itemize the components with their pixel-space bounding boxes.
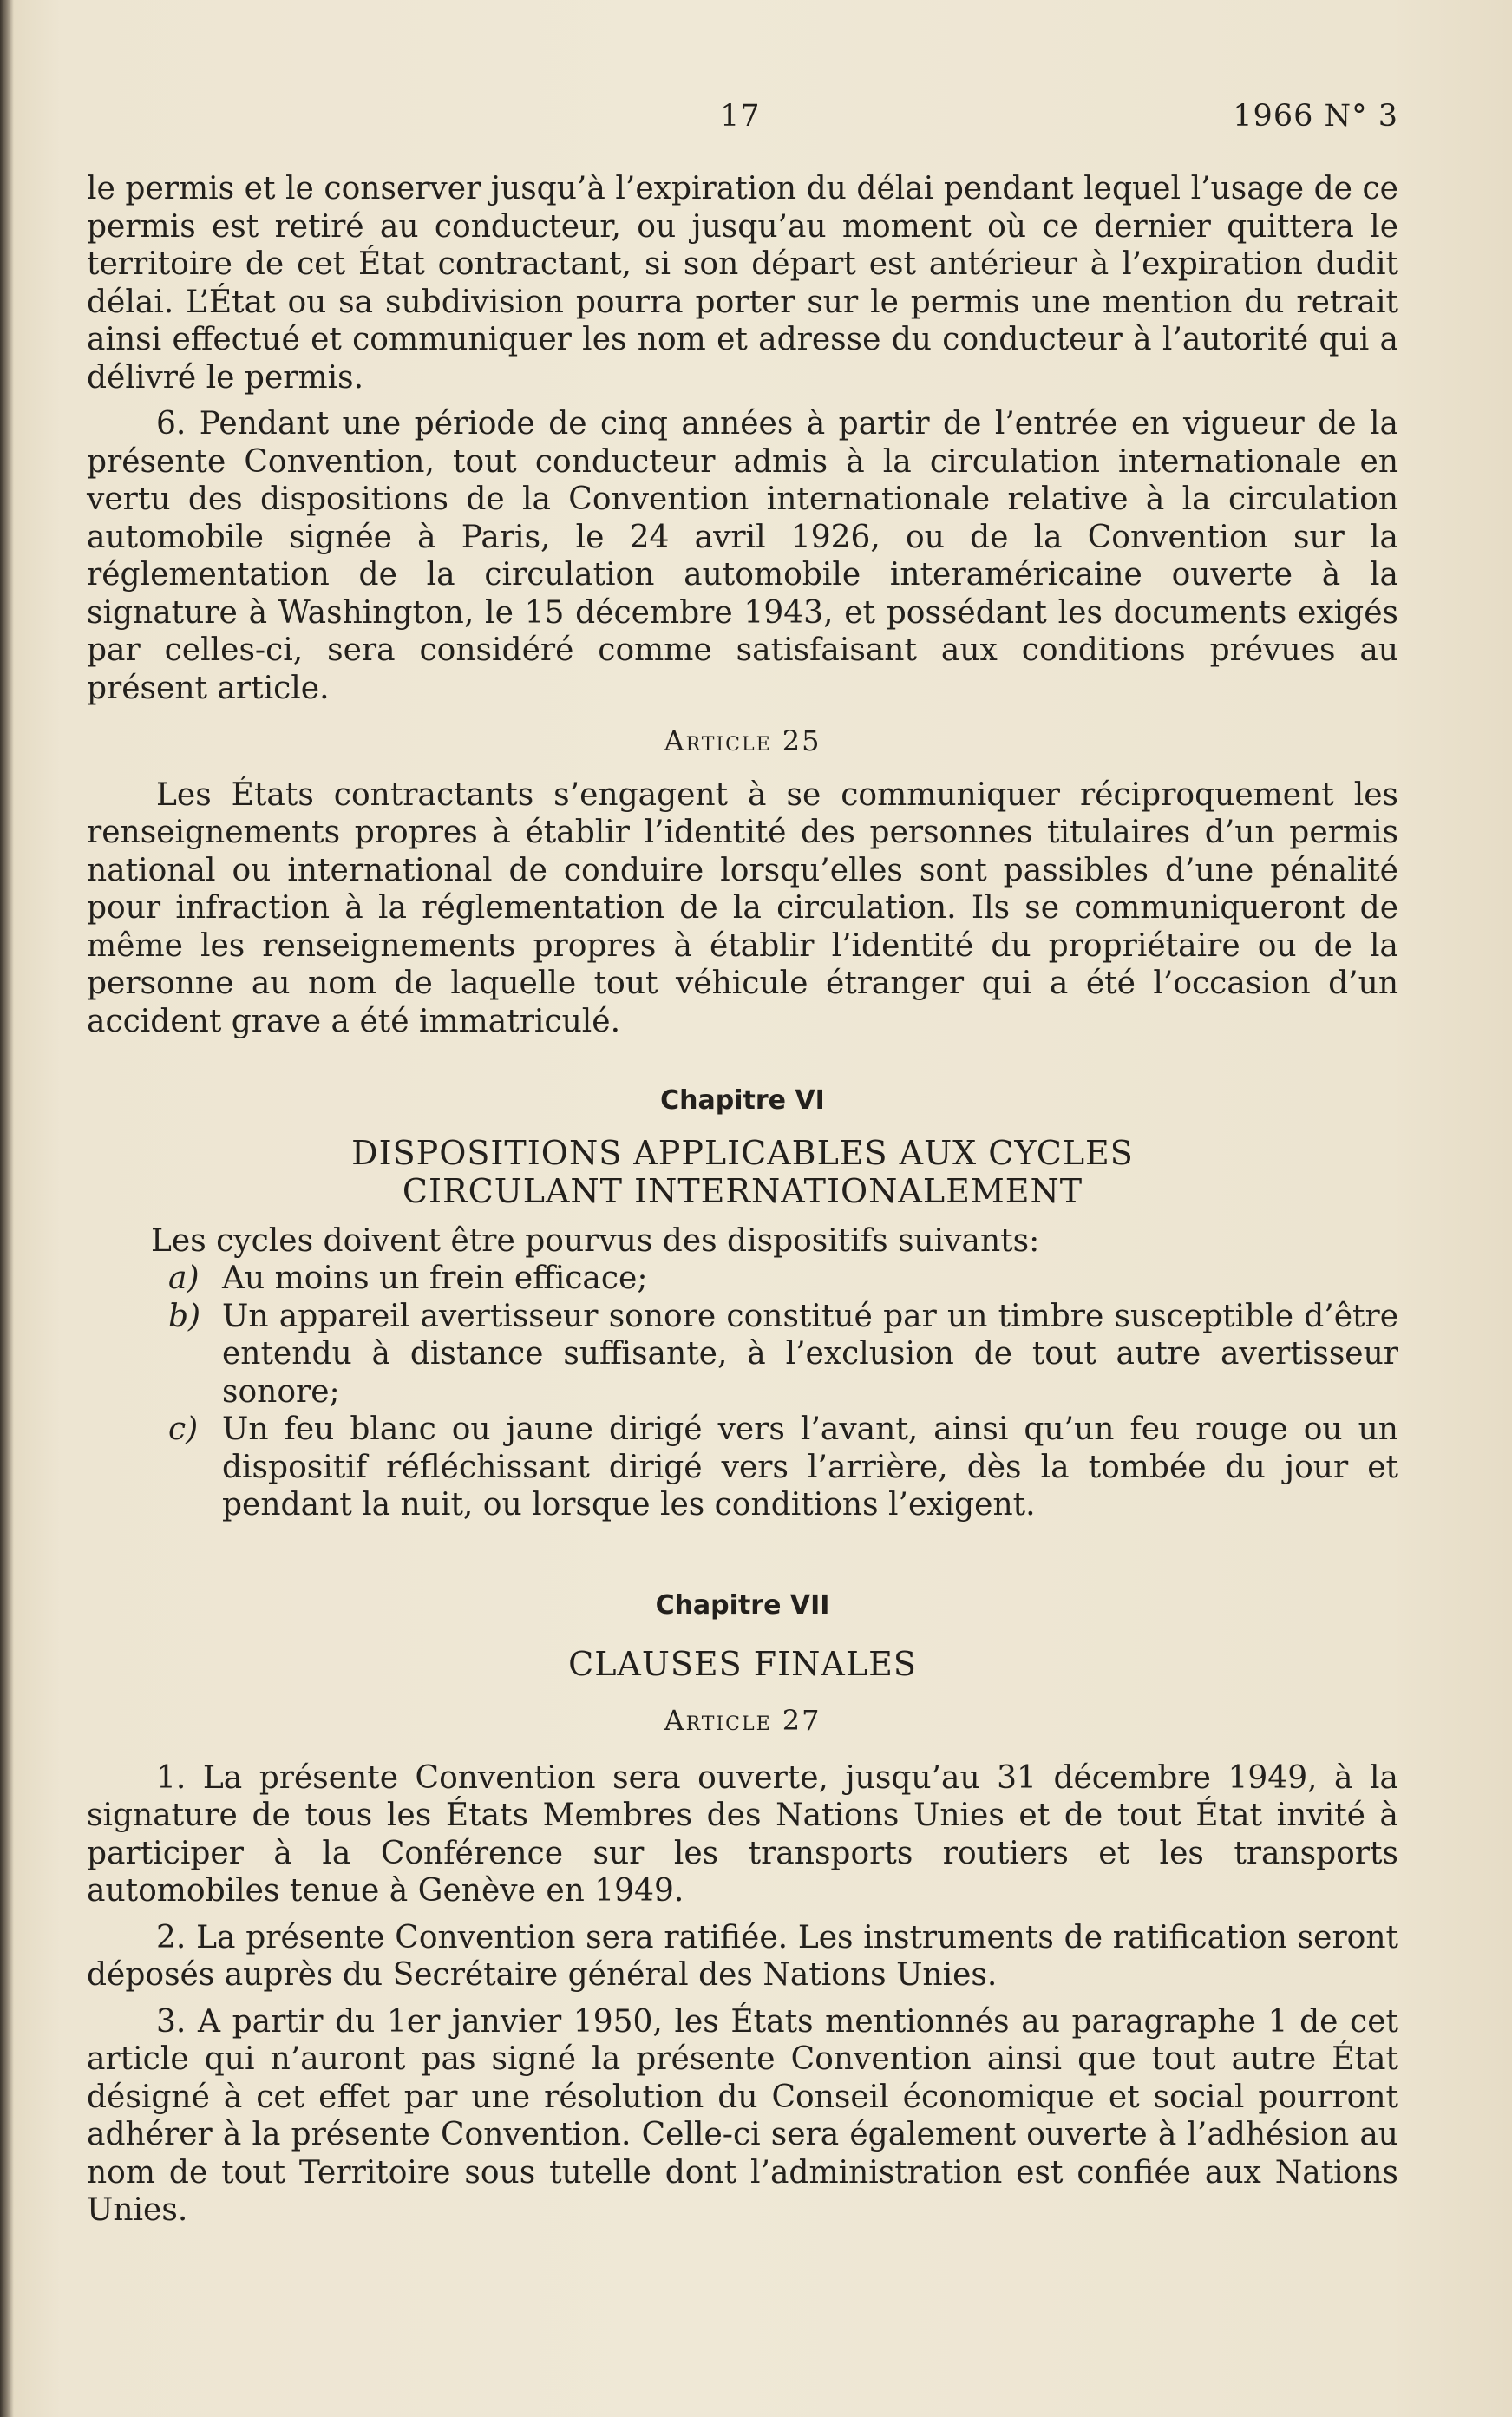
paragraph-6: 6. Pendant une période de cinq années à partir de l’entrée en vigueur de la présente Convention, tout conducteur admis à la circulation internationale en vertu des dispositions de la Convention internationale relative à la circulation automobile signée à Paris, le 24 avril 1926, ou de la Convention sur la réglementation de la circulation automobile interaméricaine ouverte à la signature à Washington, le 15 décembre 1943, et possédant les documents exigés par celles-ci, sera considéré comme satisfaisant aux conditions prévues au présent article. xyxy=(87,406,1398,706)
list-item xyxy=(87,1298,1398,1412)
chapter-7-label: Chapitre VII xyxy=(655,1589,830,1621)
article-25-text: Les États contractants s’engagent à se communiquer réciproquement les renseignements propres à établir l’identité des personnes titulaires d’un permis national ou international de conduire lorsqu’elles sont passibles d’une pénalité pour infraction à la réglementation de la circulation. Ils se communiqueront de même les renseignements propres à établir l’identité du propriétaire ou de la personne au nom de laquelle tout véhicule étranger qui a été l’occasion d’un accident grave a été immatriculé. xyxy=(87,776,1398,1039)
page-header xyxy=(0,92,1512,144)
chapter-6-title-line-1: DISPOSITIONS APPLICABLES AUX CYCLES xyxy=(351,1133,1134,1172)
chapter-6-intro: Les cycles doivent être pourvus des dispositifs suivants: xyxy=(151,1222,1040,1259)
list-item-text: Au moins un frein efficace; xyxy=(222,1261,648,1296)
article-27-paragraph-3: 3. A partir du 1er janvier 1950, les États mentionnés au paragraphe 1 de cet article qui n’auront pas signé la présente Convention ainsi que tout autre État désigné à cet effet par une résolution du Conseil économique et social pourront adhérer à la présente Convention. Celle-ci sera également ouverte à l’adhésion au nom de tout Territoire sous tutelle dont l’administration est confiée aux Nations Unies. xyxy=(87,2003,1398,2228)
book-spine-shadow xyxy=(0,0,14,2417)
article-27-paragraph-1: 1. La présente Convention sera ouverte, jusqu’au 31 décembre 1949, à la signature de tous les États Membres des Nations Unies et de tout État invité à participer à la Conférence sur les transports routiers et les transports automobiles tenue à Genève en 1949. xyxy=(87,1759,1398,1909)
chapter-6-title-line-2: CIRCULANT INTERNATIONALEMENT xyxy=(402,1171,1083,1210)
list-marker: c) xyxy=(168,1412,199,1447)
list-item xyxy=(87,1260,1398,1298)
list-item-text: Un feu blanc ou jaune dirigé vers l’avant, ainsi qu’un feu rouge ou un dispositif réfléchissant dirigé vers l’arrière, dès la tombée du jour et pendant la nuit, ou lorsque les conditions l’exigent. xyxy=(222,1412,1398,1523)
article-27-title: Article 27 xyxy=(664,1704,821,1737)
paragraph-continuation: le permis et le conserver jusqu’à l’expiration du délai pendant lequel l’usage de ce permis est retiré au conducteur, ou jusqu’au moment où ce dernier quittera le territoire de cet État contractant, si son départ est antérieur à l’expiration dudit délai. L’État ou sa subdivision pourra porter sur le permis une mention du retrait ainsi effectué et communiquer les nom et adresse du conducteur à l’autorité qui a délivré le permis. xyxy=(87,171,1398,396)
article-27-paragraph-2: 2. La présente Convention sera ratifiée. Les instruments de ratification seront déposés auprès du Secrétaire général des Nations Unies. xyxy=(87,1919,1398,1993)
list-marker: a) xyxy=(168,1261,200,1296)
chapter-6-label: Chapitre VI xyxy=(660,1085,825,1116)
cycle-requirements-list xyxy=(87,1260,1398,1524)
list-marker: b) xyxy=(168,1298,201,1334)
page-content xyxy=(87,170,1398,2230)
list-item xyxy=(87,1411,1398,1524)
document-reference: 1966 N° 3 xyxy=(1233,99,1398,134)
list-item-text: Un appareil avertisseur sonore constitué par un timbre susceptible d’être entendu à distance suffisante, à l’exclusion de tout autre avertisseur sonore; xyxy=(222,1298,1398,1410)
article-25-title: Article 25 xyxy=(664,724,821,757)
page-number: 17 xyxy=(720,99,761,134)
chapter-7-title: CLAUSES FINALES xyxy=(568,1645,917,1683)
